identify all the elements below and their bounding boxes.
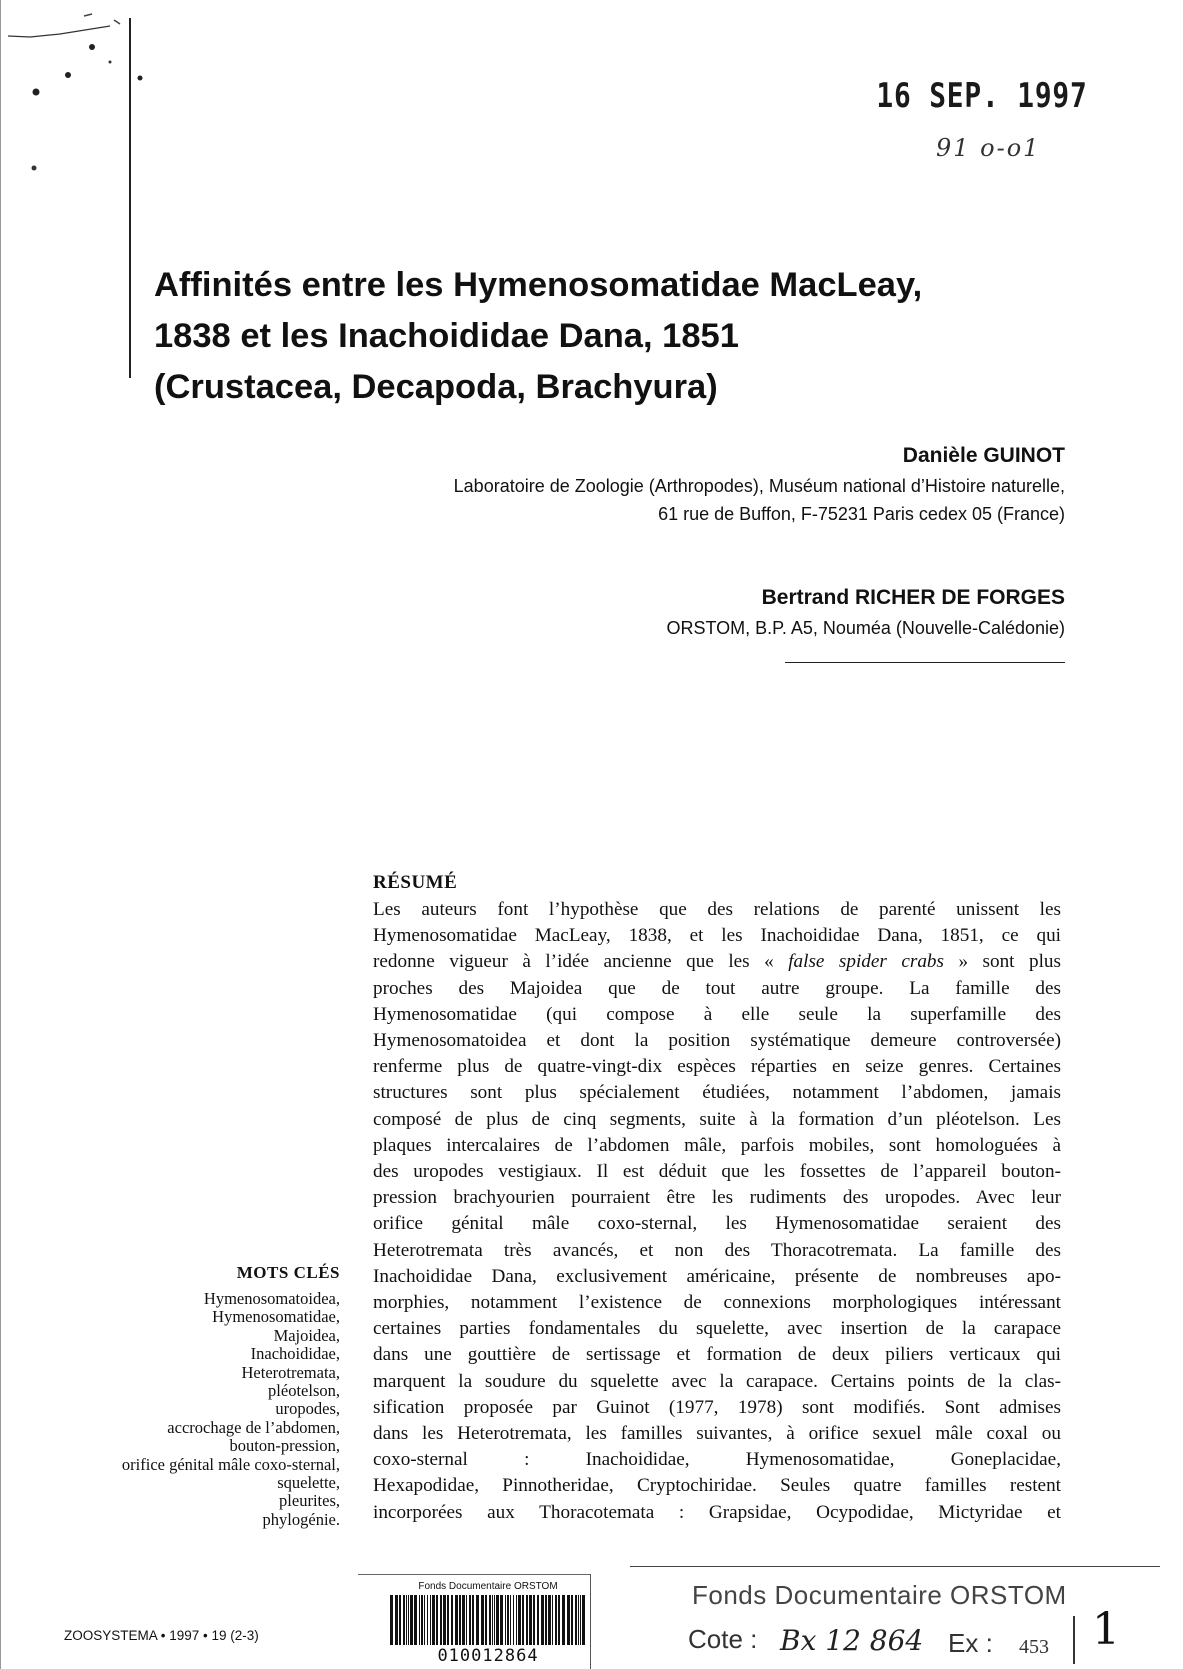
keyword-item: bouton-pression, (229, 1436, 340, 1456)
scan-specks (0, 0, 160, 190)
resume-line: des uropodes vestigiaux. Il est déduit que les fossettes de l’appareil bouton- (373, 1161, 1061, 1183)
keyword-item: Majoidea, (273, 1325, 340, 1345)
barcode-bar (518, 1595, 521, 1645)
barcode-bar (447, 1595, 449, 1645)
bottom-rule (630, 1566, 1160, 1567)
cote-label: Cote : (688, 1624, 758, 1654)
affiliation-line: Laboratoire de Zoologie (Arthropodes), Muséum national d’Histoire naturelle, (453, 476, 1065, 496)
barcode-bar (395, 1595, 398, 1645)
keyword-item: uropodes, (275, 1399, 340, 1419)
author-separator-rule (785, 662, 1065, 663)
resume-line: sification proposée par Guinot (1977, 1978) sont modifiés. Sont admises (373, 1396, 1061, 1418)
resume-line: plaques intercalaires de l’abdomen mâle, parfois mobiles, sont homologuées à (373, 1134, 1061, 1156)
barcode-label-sticker (362, 1581, 597, 1669)
barcode-bar (408, 1595, 409, 1645)
barcode-bar (462, 1595, 465, 1645)
resume-line: composé de plus de cinq segments, suite à la formation d’un pléotelson. Les (373, 1108, 1061, 1130)
barcode-bar (545, 1595, 547, 1645)
keyword-item: squelette, (277, 1473, 340, 1493)
resume-line: renferme plus de quatre-vingt-dix espèces réparties en seize genres. Certaines (373, 1056, 1061, 1078)
barcode-bar (529, 1595, 532, 1645)
title-line: 1838 et les Inachoididae Dana, 1851 (154, 317, 739, 355)
barcode-bar (533, 1595, 535, 1645)
ex-handwritten-number: 1 (1092, 1604, 1120, 1655)
barcode-bar (485, 1595, 487, 1645)
barcode-bar (558, 1595, 560, 1645)
resume-heading: RÉSUMÉ (373, 872, 458, 893)
barcode-graphic (388, 1595, 588, 1645)
keywords-list (20, 1290, 340, 1529)
affiliation-line: ORSTOM, B.P. A5, Nouméa (Nouvelle-Calédonie) (666, 618, 1065, 638)
resume-line: Hymenosomatoidea et dont la position systématique demeure controversée) (373, 1030, 1061, 1052)
title-line: (Crustacea, Decapoda, Brachyura) (154, 368, 718, 406)
barcode-bar (419, 1595, 420, 1645)
resume-line: Hymenosomatidae (qui compose à elle seule la superfamille des (373, 1003, 1061, 1025)
cote-handwritten-value: Bx 12 864 (780, 1624, 924, 1657)
article-title (154, 260, 1084, 413)
title-line: Affinités entre les Hymenosomatidae MacLeay, (154, 266, 923, 304)
author-affiliation (454, 472, 1065, 528)
ex-divider (1073, 1616, 1075, 1664)
resume-line: proches des Majoidea que de tout autre groupe. La famille des (373, 977, 1061, 999)
barcode-bar (575, 1595, 577, 1645)
barcode-bar (541, 1595, 544, 1645)
resume-line: Hexapodidae, Pinnotheridae, Cryptochiridae. Seules quatre familles restent (373, 1475, 1061, 1497)
barcode-bar (421, 1595, 423, 1645)
resume-line: structures sont plus spécialement étudiées, notamment l’abdomen, jamais (373, 1082, 1061, 1104)
journal-citation: ZOOSYSTEMA • 1997 • 19 (2-3) (64, 1628, 259, 1643)
barcode-bar (440, 1595, 442, 1645)
barcode-bar (555, 1595, 557, 1645)
barcode-bar (552, 1595, 553, 1645)
barcode-bar (390, 1595, 393, 1645)
resume-line: coxo-sternal : Inachoididae, Hymenosomatidae, Goneplacidae, (373, 1449, 1061, 1471)
keyword-item: accrochage de l’abdomen, (167, 1417, 340, 1437)
barcode-bar (472, 1595, 474, 1645)
barcode-bar (436, 1595, 438, 1645)
keywords-heading: MOTS CLÉS (236, 1263, 340, 1282)
barcode-bar (496, 1595, 499, 1645)
author-name: Bertrand RICHER DE FORGES (761, 586, 1065, 609)
barcode-bar (459, 1595, 461, 1645)
barcode-bar (430, 1595, 431, 1645)
resume-text (373, 897, 1061, 1526)
barcode-bar (451, 1595, 453, 1645)
barcode-bar (548, 1595, 551, 1645)
barcode-bar (481, 1595, 484, 1645)
barcode-number: 010012864 (437, 1646, 539, 1666)
barcode-bar (578, 1595, 579, 1645)
resume-line: redonne vigueur à l’idée ancienne que les « false spider crabs » sont plus (373, 951, 1061, 973)
resume-line: pression brachyourien pourraient être les rudiments des uropodes. Avec leur (373, 1187, 1061, 1209)
resume-line: incorporées aux Thoracotemata : Grapsidae, Ocypodidae, Mictyridae et (373, 1501, 1061, 1523)
barcode-caption: Fonds Documentaire ORSTOM (418, 1581, 558, 1592)
barcode-bar (476, 1595, 479, 1645)
barcode-bar (582, 1595, 585, 1645)
barcode-bar (492, 1595, 493, 1645)
author-affiliation (666, 614, 1065, 642)
barcode-bar (466, 1595, 467, 1645)
keyword-item: Hymenosomatidae, (212, 1307, 340, 1327)
barcode-bar (494, 1595, 495, 1645)
barcode-bar (432, 1595, 435, 1645)
keyword-item: phylogénie. (262, 1509, 340, 1529)
ex-label: Ex : (948, 1628, 993, 1658)
barcode-bar (410, 1595, 413, 1645)
keyword-item: pleurites, (279, 1491, 340, 1511)
barcode-bar (469, 1595, 471, 1645)
barcode-bar (507, 1595, 509, 1645)
resume-line: dans les Heterotremata, les familles suivantes, à orifice sexuel mâle coxal ou (373, 1423, 1061, 1445)
resume-line: orifice génital mâle coxo-sternal, les Hymenosomatidae seraient des (373, 1213, 1061, 1235)
barcode-bar (424, 1595, 425, 1645)
barcode-bar (567, 1595, 570, 1645)
handwritten-code: 91 o-o1 (936, 134, 1041, 162)
barcode-bar (399, 1595, 401, 1645)
barcode-bar (562, 1595, 565, 1645)
barcode-bar (414, 1595, 417, 1645)
affiliation-line: 61 rue de Buffon, F-75231 Paris cedex 05 (France) (658, 504, 1065, 524)
resume-line: Les auteurs font l’hypothèse que des relations de parenté unissent les (373, 899, 1061, 920)
barcode-bar (526, 1595, 528, 1645)
barcode-bar (571, 1595, 573, 1645)
resume-line: marquent la soudure du squelette avec la carapace. Certains points de la clas- (373, 1370, 1061, 1392)
keyword-item: Inachoididae, (250, 1344, 340, 1364)
barcode-bar (455, 1595, 458, 1645)
ex-number: 453 (1019, 1636, 1049, 1658)
resume-line: Hymenosomatidae MacLeay, 1838, et les Inachoididae Dana, 1851, ce qui (373, 925, 1061, 947)
barcode-bar (427, 1595, 428, 1645)
resume-line: dans une gouttière de sertissage et formation de deux piliers verticaux qui (373, 1344, 1061, 1366)
barcode-bar (403, 1595, 405, 1645)
barcode-bar (510, 1595, 511, 1645)
barcode-bar (537, 1595, 539, 1645)
barcode-bar (443, 1595, 446, 1645)
keyword-item: orifice génital mâle coxo-sternal, (121, 1454, 340, 1474)
barcode-top-rule (358, 1574, 590, 1575)
author-name: Danièle GUINOT (902, 444, 1065, 467)
barcode-bar (522, 1595, 524, 1645)
keyword-item: Heterotremata, (241, 1362, 340, 1382)
resume-line: morphies, notamment l’existence de connexions morphologiques intéressant (373, 1292, 1061, 1314)
barcode-bar (489, 1595, 491, 1645)
received-date-stamp: 16 SEP. 1997 (876, 76, 1088, 116)
resume-line: certaines parties fondamentales du squelette, avec insertion de la carapace (373, 1318, 1061, 1340)
barcode-bar (500, 1595, 503, 1645)
barcode-bar (406, 1595, 407, 1645)
resume-line: Heterotremata très avancés, et non des Thoracotremata. La famille des (373, 1239, 1061, 1261)
barcode-bar (513, 1595, 514, 1645)
keyword-item: Hymenosomatoidea, (203, 1289, 340, 1308)
keyword-item: pléotelson, (268, 1381, 340, 1401)
barcode-bar (516, 1595, 517, 1645)
resume-line: Inachoididae Dana, exclusivement américaine, présente de nombreuses apo- (373, 1265, 1061, 1287)
left-margin-line (0, 0, 1, 1669)
fonds-documentaire-stamp: Fonds Documentaire ORSTOM (692, 1580, 1067, 1610)
barcode-bar (580, 1595, 581, 1645)
barcode-bar (505, 1595, 506, 1645)
